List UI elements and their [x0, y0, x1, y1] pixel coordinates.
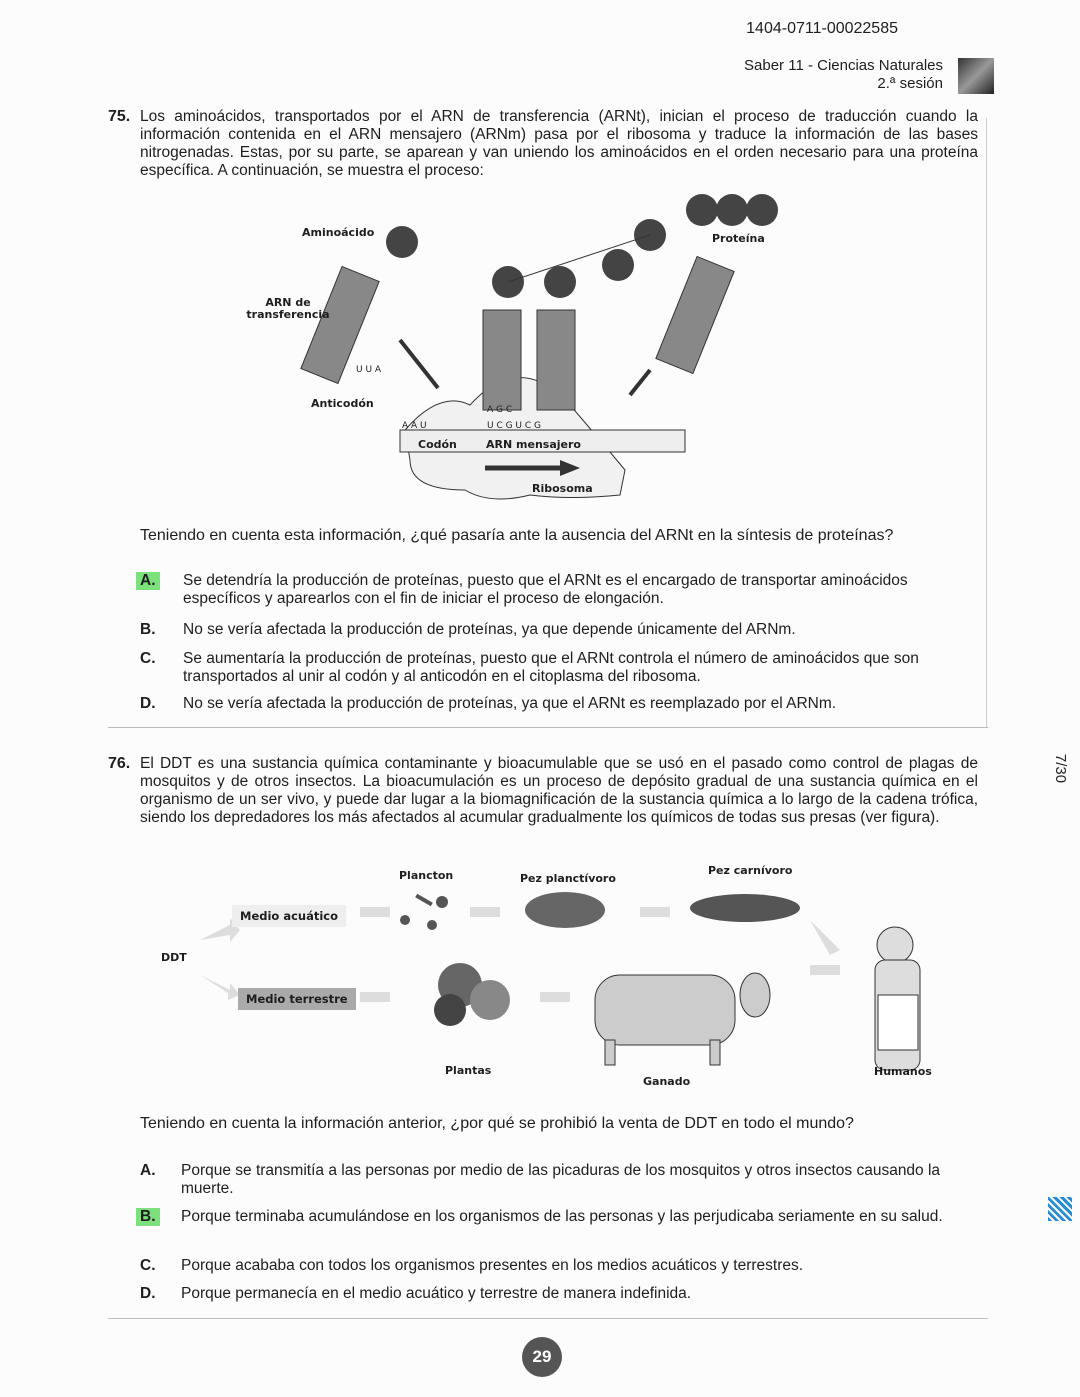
- option-text: Porque se transmitía a las personas por medio de las picaduras de los mosquitos y otros insectos causando la muerte.: [181, 1162, 941, 1197]
- option-b[interactable]: [136, 621, 978, 639]
- option-d[interactable]: [136, 695, 978, 713]
- anticodon-bases: U U A: [356, 365, 382, 375]
- option-text: Porque permanecía en el medio acuático y terrestre de manera indefinida.: [181, 1285, 692, 1302]
- trna-bases: A G C: [487, 405, 513, 415]
- label-pez-planctivoro: Pez planctívoro: [520, 872, 616, 885]
- option-text: Porque terminaba acumulándose en los organismos de las personas y las perjudicaba seriamente en su salud.: [181, 1208, 943, 1225]
- question-text: Los aminoácidos, transportados por el ARN de transferencia (ARNt), inician el proceso de traducción cuando la información contenida en el ARN mensajero (ARNm) pasa por el ribosoma y traduce la información de las bases nitrogenadas. Estas, por su parte, se aparean y van uniendo los aminoácidos en el orden necesario para una proteína específica. A continuación, se muestra el proceso:: [140, 108, 978, 179]
- question-prompt: Teniendo en cuenta la información anterior, ¿por qué se prohibió la venta de DDT en todo el mundo?: [140, 1115, 854, 1132]
- label-plantas: Plantas: [445, 1064, 492, 1077]
- option-c[interactable]: [136, 1257, 978, 1275]
- booklet-code: 1404-0711-00022585: [746, 20, 898, 37]
- plankton-icon: [400, 894, 448, 930]
- label-codon: Codón: [418, 438, 457, 451]
- option-text: Se aumentaría la producción de proteínas, puesto que el ARNt controla el número de aminoácidos que son transportados al unir al codón y al anticodón en el citoplasma del ribosoma.: [183, 650, 919, 685]
- plants-icon: [434, 963, 510, 1026]
- exam-title: Saber 11 - Ciencias Naturales: [744, 57, 943, 74]
- option-letter: D.: [140, 1285, 156, 1302]
- option-d[interactable]: [136, 1285, 978, 1303]
- session-label: 2.ª sesión: [877, 75, 943, 92]
- carnivorous-fish-icon: [690, 894, 800, 922]
- side-page-label: 7/30: [1052, 753, 1070, 784]
- label-humanos: Humanos: [874, 1065, 932, 1078]
- label-ddt: DDT: [161, 951, 187, 964]
- label-proteina: Proteína: [712, 232, 765, 245]
- label-arnm: ARN mensajero: [486, 438, 581, 451]
- divider: [986, 118, 987, 728]
- label-ganado: Ganado: [643, 1075, 691, 1088]
- option-a[interactable]: [136, 572, 978, 608]
- logo-icon: [958, 58, 994, 94]
- option-text: No se vería afectada la producción de proteínas, ya que depende únicamente del ARNm.: [183, 621, 796, 638]
- option-letter: B.: [136, 1208, 160, 1226]
- option-letter: B.: [140, 621, 156, 638]
- option-a[interactable]: [136, 1162, 978, 1198]
- label-pez-carnivoro: Pez carnívoro: [708, 864, 793, 877]
- question-76: [108, 755, 978, 827]
- arrow: [200, 975, 240, 1000]
- arrow-in: [400, 340, 438, 388]
- codon-bases: A A U: [402, 421, 427, 431]
- option-letter: A.: [140, 1162, 156, 1179]
- option-text: Se detendría la producción de proteínas, puesto que el ARNt es el encargado de transportar aminoácidos específicos y aparearlos con el fin de iniciar el proceso de elongación.: [183, 572, 908, 607]
- trna-bound-1: [483, 310, 521, 410]
- question-75: [108, 108, 978, 180]
- trna-released: [656, 257, 734, 374]
- label-anticodon: Anticodón: [311, 397, 374, 410]
- arrow-out: [630, 370, 650, 395]
- label-arnt: ARN de transferencia: [246, 296, 330, 321]
- amino-acid-circle: [386, 226, 418, 258]
- option-text: Porque acababa con todos los organismos presentes en los medios acuáticos y terrestres.: [181, 1257, 804, 1274]
- option-letter: C.: [140, 1257, 156, 1274]
- mrna-bases: U C G U C G: [487, 421, 541, 431]
- page-number: 29: [522, 1337, 562, 1377]
- cattle-icon: [595, 973, 770, 1065]
- label-medio-terrestre: Medio terrestre: [238, 988, 356, 1010]
- option-b[interactable]: [136, 1208, 978, 1226]
- option-text: No se vería afectada la producción de proteínas, ya que el ARNt es reemplazado por el ARNm.: [183, 695, 837, 712]
- divider: [108, 1318, 988, 1319]
- label-medio-acuatico: Medio acuático: [232, 905, 346, 927]
- question-number: 76.: [108, 755, 131, 772]
- planktivorous-fish-icon: [525, 892, 605, 928]
- question-prompt: Teniendo en cuenta esta información, ¿qué pasaría ante la ausencia del ARNt en la síntesis de proteínas?: [140, 527, 894, 544]
- trna-bound-2: [537, 310, 575, 410]
- divider: [108, 727, 988, 728]
- option-letter: C.: [140, 650, 156, 667]
- label-ribosoma: Ribosoma: [532, 482, 593, 495]
- option-c[interactable]: [136, 650, 978, 686]
- question-number: 75.: [108, 108, 131, 125]
- human-icon: [875, 927, 920, 1070]
- label-aminoacido: Aminoácido: [302, 226, 375, 239]
- label-plancton: Plancton: [399, 869, 454, 882]
- question-text: El DDT es una sustancia química contaminante y bioacumulable que se usó en el pasado como control de plagas de mosquitos y de otros insectos. La bioacumulación es un proceso de depósito gradual de una sustancia química en el organismo de un ser vivo, y puede dar lugar a la biomagnificación de la sustancia química a lo largo de la cadena trófica, siendo los depredadores los más afectados al acumular gradualmente los químicos de todas sus presas (ver figura).: [140, 755, 978, 826]
- option-letter: D.: [140, 695, 156, 712]
- option-letter: A.: [136, 572, 160, 590]
- barcode-icon: [1048, 1197, 1072, 1221]
